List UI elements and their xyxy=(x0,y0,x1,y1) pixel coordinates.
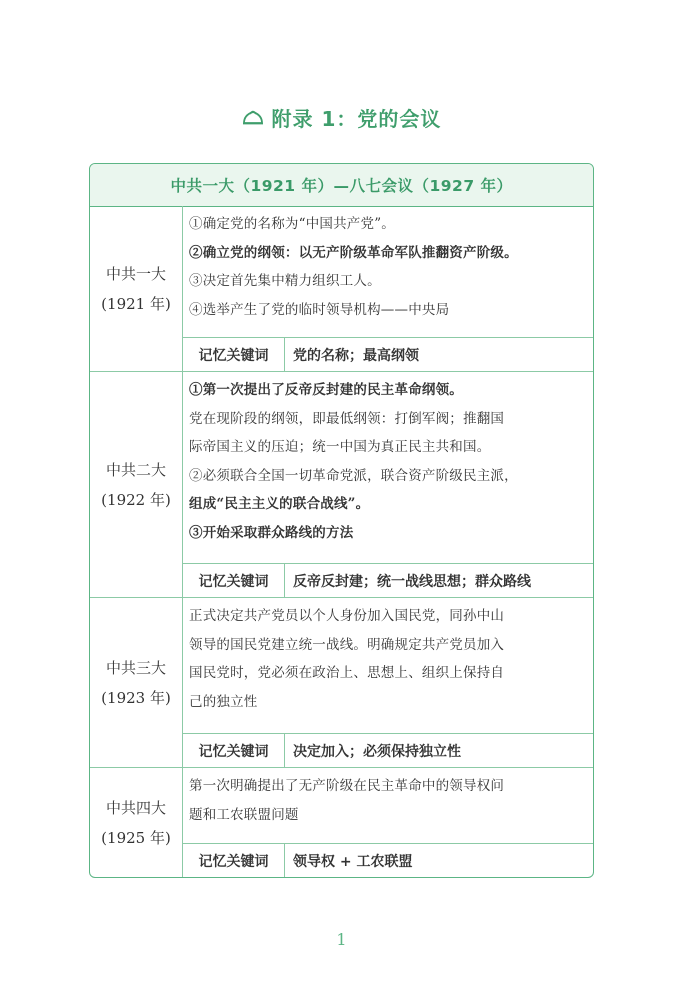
keyword-value: 决定加入；必须保持独立性 xyxy=(293,743,461,760)
content-line: ④选举产生了党的临时领导机构——中央局 xyxy=(189,301,450,318)
section-name-cell xyxy=(90,768,183,877)
section-name: 中共二大 xyxy=(105,460,166,479)
section-name: 中共四大 xyxy=(105,798,166,817)
page-title-text: 附录 1：党的会议 xyxy=(271,106,442,131)
section-congress-2 xyxy=(90,372,593,598)
table-header: 中共一大（1921 年）—八七会议（1927 年） xyxy=(90,164,593,207)
content-line: 组成“民主主义的联合战线”。 xyxy=(189,496,370,512)
section-year: (1921 年) xyxy=(101,294,171,313)
bun-icon xyxy=(242,108,264,126)
section-content xyxy=(183,598,593,716)
content-line: ②必须联合全国一切革命党派，联合资产阶级民主派， xyxy=(189,467,518,484)
page-title xyxy=(0,100,683,134)
keyword-row xyxy=(183,337,593,371)
content-line: ①确定党的名称为“中国共产党”。 xyxy=(189,216,396,232)
keyword-value: 领导权 + 工农联盟 xyxy=(293,853,413,870)
keyword-label: 记忆关键词 xyxy=(183,734,285,767)
section-congress-4 xyxy=(90,768,593,877)
keyword-row xyxy=(183,733,593,767)
content-line: ②确立党的纲领：以无产阶级革命军队推翻资产阶级。 xyxy=(189,244,518,261)
content-line: 际帝国主义的压迫；统一中国为真正民主共和国。 xyxy=(189,439,491,455)
section-name: 中共一大 xyxy=(105,264,166,283)
section-year: (1925 年) xyxy=(101,828,171,847)
section-year: (1922 年) xyxy=(101,490,171,509)
section-congress-1 xyxy=(90,206,593,372)
section-name-cell xyxy=(90,372,183,597)
meetings-table xyxy=(89,163,594,878)
keyword-label: 记忆关键词 xyxy=(183,564,285,597)
content-line: 第一次明确提出了无产阶级在民主革命中的领导权问 xyxy=(189,778,505,794)
content-line: ③开始采取群众路线的方法 xyxy=(189,524,354,541)
section-content xyxy=(183,206,593,324)
content-line: 党在现阶段的纲领，即最低纲领：打倒军阀；推翻国 xyxy=(189,410,505,427)
section-name-cell xyxy=(90,206,183,371)
content-line: 领导的国民党建立统一战线。明确规定共产党员加入 xyxy=(189,636,505,653)
content-line: 国民党时，党必须在政治上、思想上、组织上保持自 xyxy=(189,665,505,681)
keyword-label: 记忆关键词 xyxy=(183,338,285,371)
page-number: 1 xyxy=(336,930,347,949)
keyword-value: 反帝反封建；统一战线思想；群众路线 xyxy=(293,573,531,590)
keyword-row xyxy=(183,843,593,877)
content-line: 己的独立性 xyxy=(189,693,258,710)
keyword-label: 记忆关键词 xyxy=(183,844,285,877)
content-line: ①第一次提出了反帝反封建的民主革命纲领。 xyxy=(189,382,463,398)
section-year: (1923 年) xyxy=(101,688,171,707)
content-line: ③决定首先集中精力组织工人。 xyxy=(189,273,381,289)
content-line: 正式决定共产党员以个人身份加入国民党，同孙中山 xyxy=(189,608,505,624)
section-name-cell xyxy=(90,598,183,767)
content-line: 题和工农联盟问题 xyxy=(189,806,299,823)
section-content xyxy=(183,372,593,547)
section-name: 中共三大 xyxy=(105,658,166,677)
keyword-value: 党的名称；最高纲领 xyxy=(293,347,419,364)
section-content xyxy=(183,768,593,829)
section-congress-3 xyxy=(90,598,593,768)
keyword-row xyxy=(183,563,593,597)
